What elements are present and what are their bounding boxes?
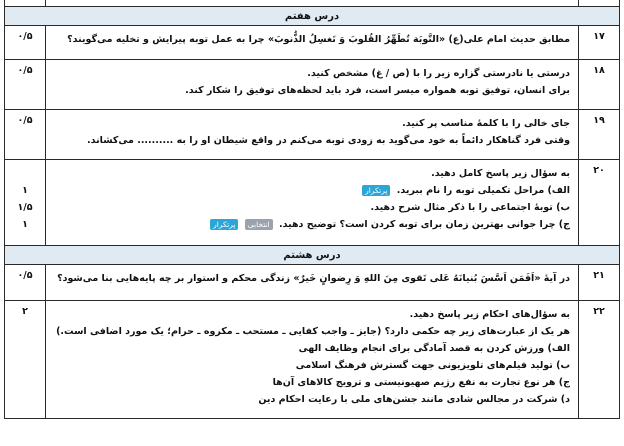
selected-badge: انتخابی xyxy=(245,219,273,230)
question-row-21 xyxy=(5,265,620,301)
question-scores xyxy=(5,160,46,246)
question-number: ۲۲ xyxy=(579,301,620,419)
question-text xyxy=(46,265,579,301)
question-line: مطابق حدیث امام علی(ع) «التَّوبَة تُطَهِّرُ القُلوبَ وَ تَغسِلُ الذُّنوبَ» چرا به عمل توبه پیرایش و تخلیه می‌گویند؟ xyxy=(67,34,570,45)
question-row-22 xyxy=(5,301,620,419)
question-score: ۲ xyxy=(5,301,46,419)
question-number: ۱۹ xyxy=(579,110,620,160)
question-text xyxy=(46,301,579,419)
question-number: ۱۸ xyxy=(579,60,620,110)
question-line: وقتی فرد گناهکار دائماً به خود می‌گوید به زودی توبه می‌کنم در واقع شیطان او را به .......... می‌کشاند. xyxy=(86,135,570,146)
exam-table xyxy=(4,0,620,419)
question-row-17 xyxy=(5,26,620,60)
question-row-20 xyxy=(5,160,620,246)
question-line: ب) تولید فیلم‌های تلویزیونی جهت گسترش فرهنگ اسلامی xyxy=(295,360,570,371)
question-number: ۱۷ xyxy=(579,26,620,60)
question-line: جای خالی را با کلمهٔ مناسب پر کنید. xyxy=(402,118,570,129)
question-line: به سؤال زیر پاسخ کامل دهید. xyxy=(431,168,570,179)
question-text xyxy=(46,160,579,246)
question-text xyxy=(46,26,579,60)
question-line: به سؤال‌های احکام زیر پاسخ دهید. xyxy=(409,309,570,320)
lesson-header-8 xyxy=(5,246,620,265)
lesson-title: درس هفتم xyxy=(5,7,620,26)
question-line: ج) هر نوع تجارت به نفع رژیم صهیونیستی و ترویج کالاهای آن‌ها xyxy=(272,377,570,388)
question-number: ۲۱ xyxy=(579,265,620,301)
question-number: ۲۰ xyxy=(579,160,620,246)
question-line: ب) توبهٔ اجتماعی را با ذکر مثال شرح دهید. xyxy=(370,202,570,213)
frequent-badge: پرتکرار xyxy=(210,219,238,230)
question-part-c xyxy=(54,216,570,233)
question-row-18 xyxy=(5,60,620,110)
question-line: درستی یا نادرستی گزاره زیر را با (ص / غ) مشخص کنید. xyxy=(307,68,570,79)
lesson-title: درس هشتم xyxy=(5,246,620,265)
question-score: ۰/۵ xyxy=(5,110,46,160)
question-row-19 xyxy=(5,110,620,160)
question-score: ۱/۵ xyxy=(17,202,33,213)
question-text xyxy=(46,110,579,160)
question-part-a xyxy=(54,182,570,199)
question-score: ۱ xyxy=(22,185,28,196)
question-line: در آیهٔ «اَفَمَن اَسَّسَ بُنیانَهُ عَلی تَقوی مِنَ اللهِ وَ رِضوانٍ خَیرٌ» زندگی محکم و استوار بر چه پایه‌هایی بنا می‌شود؟ xyxy=(57,273,570,284)
frequent-badge: پرتکرار xyxy=(362,185,390,196)
question-score: ۱ xyxy=(22,219,28,230)
question-line: برای انسان، توفیق توبه همواره میسر است، فرد باید لحظه‌های توفیق را شکار کند. xyxy=(185,85,570,96)
question-line: ج) چرا جوانی بهترین زمان برای توبه کردن است؟ توضیح دهید. xyxy=(278,219,570,230)
question-line: هر یک از عبارت‌های زیر چه حکمی دارد؟ (جایز ـ واجب کفایی ـ مستحب ـ مکروه ـ حرام؛ یک مورد اضافی است.) xyxy=(56,326,570,337)
question-line: الف) ورزش کردن به قصد آمادگی برای انجام وظایف الهی xyxy=(298,343,570,354)
question-score: ۰/۵ xyxy=(5,26,46,60)
lesson-header-7 xyxy=(5,7,620,26)
question-line: د) شرکت در مجالس شادی مانند جشن‌های ملی با رعایت احکام دین xyxy=(258,394,570,405)
question-text xyxy=(46,60,579,110)
question-score: ۰/۵ xyxy=(5,265,46,301)
question-score: ۰/۵ xyxy=(5,60,46,110)
question-line: الف) مراحل تکمیلی توبه را نام ببرید. xyxy=(396,185,570,196)
